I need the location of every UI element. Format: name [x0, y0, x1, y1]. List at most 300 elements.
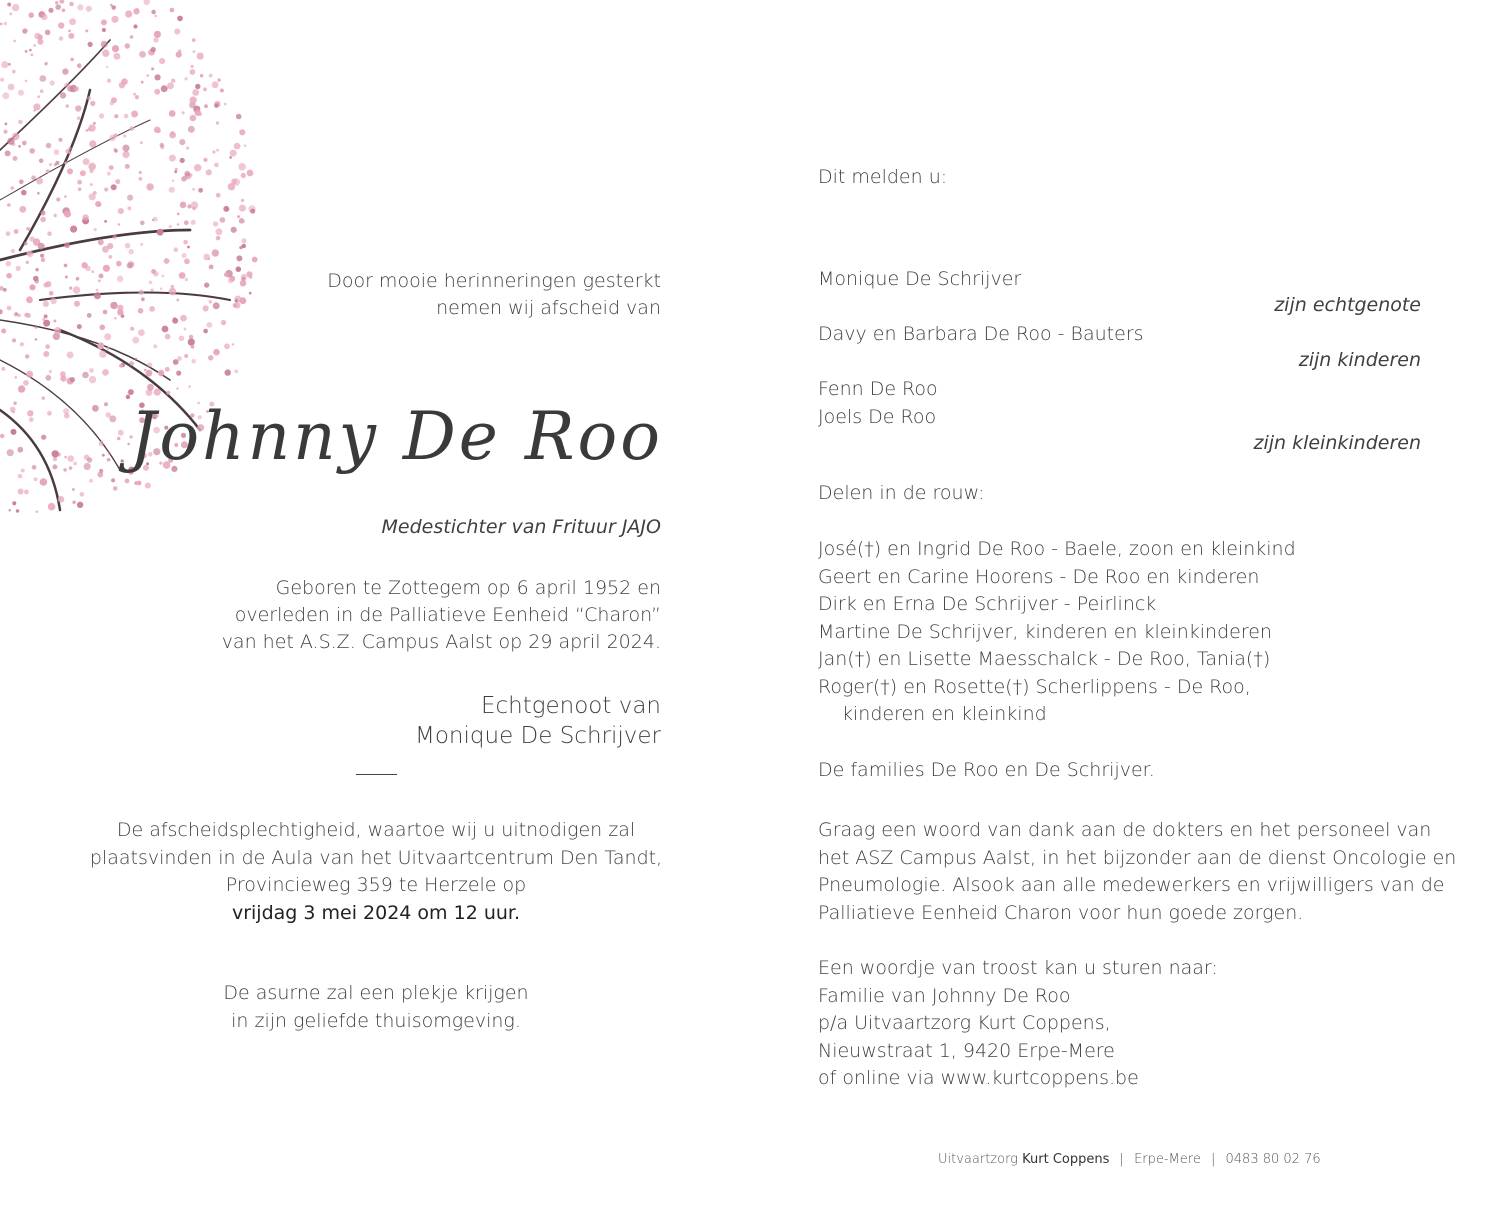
blossom-petal [234, 143, 241, 150]
blossom-petal [11, 429, 17, 435]
blossom-petal [209, 74, 213, 78]
blossom-petal [220, 217, 226, 223]
blossom-petal [234, 302, 240, 308]
blossom-petal [24, 242, 28, 246]
blossom-petal [122, 151, 129, 158]
blossom-petal [182, 111, 185, 114]
blossom-petal [176, 299, 179, 302]
birth-line: overleden in de Palliatieve Eenheid “Charon” [234, 604, 661, 626]
blossom-petal [224, 273, 228, 277]
blossom-petal [114, 114, 118, 118]
blossom-petal [43, 301, 49, 307]
blossom-petal [179, 336, 184, 341]
blossom-petal [104, 220, 107, 223]
mourner-line: Dirk en Erna De Schrijver - Peirlinck [818, 593, 1157, 615]
condolence-line: p/a Uitvaartzorg Kurt Coppens, [818, 1012, 1111, 1034]
blossom-petal [153, 37, 158, 42]
blossom-petal [46, 169, 50, 173]
funeral-home-footer [938, 1152, 1321, 1167]
blossom-petal [115, 179, 120, 184]
blossom-petal [247, 170, 254, 177]
blossom-petal [119, 364, 123, 368]
blossom-petal [76, 277, 80, 281]
thanks-line: Pneumologie. Alsook aan alle medewerkers en vrijwilligers van de [818, 874, 1445, 896]
blossom-petal [90, 101, 95, 106]
blossom-petal [55, 4, 61, 10]
blossom-petal [214, 103, 219, 108]
blossom-petal [104, 187, 108, 191]
blossom-petal [25, 80, 28, 83]
blossom-petal [8, 84, 15, 91]
blossom-petal [48, 8, 53, 13]
blossom-petal [224, 343, 230, 349]
blossom-petal [135, 358, 137, 360]
blossom-petal [54, 327, 61, 334]
blossom-petal [100, 325, 106, 331]
blossom-petal [96, 289, 99, 292]
blossom-petal [41, 14, 48, 21]
blossom-petal [85, 266, 90, 271]
blossom-petal [3, 288, 7, 292]
blossom-petal [40, 478, 48, 486]
blossom-petal [54, 214, 57, 217]
spouse-name: Monique De Schrijver [415, 723, 661, 749]
blossom-petal [18, 385, 25, 392]
blossom-petal [40, 254, 44, 258]
blossom-petal [190, 69, 196, 75]
blossom-petal [177, 213, 180, 216]
mourn-heading: Delen in de rouw: [818, 482, 985, 504]
footer-town: Erpe-Mere [1134, 1152, 1201, 1167]
mourner-line: Martine De Schrijver, kinderen en kleinkinderen [818, 620, 1272, 643]
blossom-petal [89, 368, 94, 373]
blossom-petal [161, 85, 168, 92]
blossom-petal [22, 28, 27, 33]
blossom-petal [10, 13, 13, 16]
blossom-petal [117, 276, 123, 282]
blossom-petal [0, 309, 3, 314]
blossom-petal [13, 40, 16, 43]
blossom-petal [38, 243, 45, 250]
blossom-petal [177, 223, 179, 225]
blossom-petal [182, 253, 187, 258]
blossom-petal [28, 12, 34, 18]
grandchild-name: Fenn De Roo [818, 378, 938, 400]
blossom-petal [64, 456, 67, 459]
blossom-petal [228, 278, 234, 284]
blossom-petal [174, 28, 180, 34]
blossom-petal [151, 67, 154, 70]
blossom-petal [191, 220, 196, 225]
blossom-petal [89, 376, 96, 383]
blossom-petal [31, 175, 36, 180]
thanks-text [818, 817, 1456, 927]
blossom-petal [7, 306, 12, 311]
blossom-petal [33, 103, 40, 110]
blossom-petal [170, 8, 175, 13]
blossom-petal [244, 144, 247, 147]
blossom-petal [103, 310, 108, 315]
blossom-petal [18, 90, 24, 96]
blossom-petal [149, 281, 153, 285]
blossom-petal [20, 342, 24, 346]
blossom-petal [140, 243, 143, 246]
blossom-petal [77, 502, 83, 508]
blossom-petal [128, 249, 133, 254]
condolence-line: Familie van Johnny De Roo [818, 984, 1071, 1007]
blossom-petal [3, 130, 7, 134]
blossom-petal [118, 208, 124, 214]
blossom-petal [37, 192, 40, 195]
blossom-petal [4, 22, 7, 25]
blossom-petal [26, 261, 29, 264]
blossom-petal [169, 155, 176, 162]
blossom-petal [157, 129, 161, 133]
blossom-petal [55, 1, 58, 4]
blossom-petal [141, 297, 145, 301]
blossom-petal [232, 343, 235, 346]
blossom-petal [52, 464, 57, 469]
blossom-petal [192, 89, 199, 96]
blossom-petal [30, 54, 33, 57]
blossom-petal [35, 338, 38, 341]
blossom-petal [214, 163, 219, 168]
blossom-petal [84, 463, 91, 470]
blossom-petal [101, 19, 107, 25]
blossom-petal [148, 385, 152, 389]
blossom-petal [125, 10, 132, 17]
blossom-petal [180, 158, 185, 163]
blossom-petal [108, 452, 111, 455]
blossom-petal [69, 152, 72, 155]
blossom-petal [249, 292, 252, 295]
blossom-petal [133, 24, 137, 28]
blossom-petal [111, 478, 115, 482]
blossom-petal [58, 138, 62, 142]
blossom-petal [114, 149, 118, 153]
blossom-petal [209, 265, 214, 270]
blossom-petal [165, 367, 170, 372]
blossom-petal [67, 455, 74, 462]
blossom-petal [192, 38, 196, 42]
blossom-petal [48, 503, 56, 511]
blossom-petal [250, 209, 255, 214]
blossom-petal [49, 291, 54, 296]
blossom-petal [187, 246, 190, 249]
mourner-line: Jan(†) en Lisette Maesschalck - De Roo, Tania(†) [818, 648, 1271, 670]
blossom-petal [249, 275, 252, 278]
blossom-petal [121, 78, 128, 85]
blossom-petal [7, 449, 14, 456]
blossom-petal [140, 141, 143, 144]
blossom-petal [197, 53, 204, 60]
blossom-petal [203, 87, 207, 91]
blossom-petal [141, 81, 144, 84]
blossom-petal [118, 223, 121, 226]
blossom-petal [64, 161, 67, 164]
blossom-petal [191, 65, 194, 68]
blossom-petal [169, 225, 172, 228]
wife-relation: zijn echtgenote [1274, 294, 1421, 316]
blossom-petal [124, 114, 129, 119]
blossom-petal [114, 317, 117, 320]
blossom-petal [138, 177, 142, 181]
blossom-petal [53, 457, 57, 461]
blossom-petal [164, 258, 170, 264]
blossom-petal [50, 298, 57, 305]
blossom-petal [29, 284, 35, 290]
blossom-petal [34, 33, 41, 40]
blossom-petal [147, 362, 152, 367]
blossom-petal [22, 141, 27, 146]
blossom-petal [10, 186, 14, 190]
blossom-petal [34, 279, 39, 284]
blossom-petal [169, 110, 176, 117]
spouse-text [415, 691, 661, 751]
blossom-petal [102, 246, 109, 253]
announce-heading: Dit melden u: [818, 166, 948, 188]
blossom-petal [0, 23, 3, 26]
blossom-petal [17, 314, 20, 317]
blossom-petal [106, 66, 108, 68]
blossom-petal [77, 63, 82, 68]
blossom-petal [111, 16, 118, 23]
blossom-petal [221, 320, 226, 325]
blossom-petal [107, 172, 111, 176]
blossom-petal [155, 74, 161, 80]
blossom-petal [154, 15, 157, 18]
blossom-petal [184, 171, 190, 177]
blossom-petal [37, 95, 40, 98]
blossom-petal [47, 231, 52, 236]
blossom-petal [72, 500, 76, 504]
blossom-petal [204, 282, 209, 287]
blossom-petal [172, 318, 178, 324]
condolence-line: Een woordje van troost kan u sturen naar: [818, 957, 1218, 979]
blossom-petal [72, 488, 75, 491]
blossom-petal [35, 268, 38, 271]
thanks-line: Graag een woord van dank aan de dokters en het personeel van [818, 819, 1432, 841]
blossom-petal [236, 255, 242, 261]
blossom-petal [45, 30, 51, 36]
blossom-petal [188, 126, 195, 133]
blossom-petal [33, 44, 36, 47]
blossom-petal [29, 236, 34, 241]
blossom-petal [133, 93, 136, 96]
spouse-line: Echtgenoot van [480, 693, 661, 719]
mourners-list [818, 536, 1296, 729]
blossom-petal [149, 306, 155, 312]
condolence-website: of online via www.kurtcoppens.be [818, 1067, 1139, 1089]
blossom-petal [36, 178, 43, 185]
blossom-petal [64, 264, 68, 268]
blossom-petal [160, 143, 164, 147]
blossom-petal [180, 315, 187, 322]
blossom-petal [89, 140, 96, 147]
blossom-petal [2, 92, 9, 99]
blossom-petal [7, 138, 14, 145]
blossom-petal [88, 42, 93, 47]
blossom-petal [89, 479, 93, 483]
blossom-petal [44, 62, 47, 65]
blossom-petal [12, 501, 16, 505]
blossom-petal [99, 350, 106, 357]
blossom-petal [176, 371, 181, 376]
blossom-petal [44, 314, 48, 318]
blossom-petal [176, 387, 178, 389]
blossom-petal [90, 183, 93, 186]
blossom-petal [102, 369, 109, 376]
grandchildren-names [818, 376, 938, 431]
blossom-petal [217, 78, 220, 81]
blossom-petal [113, 486, 118, 491]
blossom-petal [97, 342, 104, 349]
blossom-petal [181, 176, 187, 182]
blossom-petal [194, 164, 201, 171]
blossom-petal [112, 45, 119, 52]
blossom-petal [109, 165, 114, 170]
blossom-petal [178, 49, 181, 52]
blossom-petal [12, 4, 19, 11]
blossom-petal [144, 0, 150, 5]
urn-line: in zijn geliefde thuisomgeving. [231, 1009, 521, 1032]
blossom-petal [87, 313, 92, 318]
blossom-petal [13, 156, 18, 161]
blossom-petal [241, 173, 246, 178]
blossom-petal [98, 239, 104, 245]
blossom-petal [29, 417, 34, 422]
blossom-petal [60, 371, 66, 377]
blossom-petal [116, 261, 122, 267]
children-relation: zijn kinderen [1298, 349, 1421, 371]
condolence-text [818, 955, 1218, 1093]
blossom-petal [146, 370, 153, 377]
blossom-petal [131, 111, 138, 118]
blossom-petal [129, 361, 134, 366]
blossom-petal [39, 159, 44, 164]
blossom-petal [125, 243, 131, 249]
blossom-petal [50, 80, 55, 85]
blossom-petal [242, 244, 246, 248]
blossom-petal [130, 35, 134, 39]
deceased-name: Johnny De Roo [129, 398, 663, 475]
intro-line: nemen wij afscheid van [436, 297, 661, 319]
blossom-petal [104, 333, 111, 340]
birth-line: Geboren te Zottegem op 6 april 1952 en [275, 577, 661, 599]
blossom-petal [26, 371, 33, 378]
blossom-petal [159, 58, 165, 64]
blossom-petal [77, 180, 82, 185]
blossom-petal [58, 22, 64, 28]
blossom-petal [203, 305, 209, 311]
blossom-petal [125, 43, 130, 48]
wife-name: Monique De Schrijver [818, 268, 1022, 290]
blossom-petal [184, 220, 189, 225]
blossom-petal [1, 367, 5, 371]
blossom-petal [98, 279, 101, 282]
blossom-petal [146, 183, 153, 190]
blossom-petal [171, 285, 174, 288]
thanks-line: het ASZ Campus Aalst, in het bijzonder aan de dienst Oncologie en [818, 846, 1457, 869]
blossom-petal [89, 193, 96, 200]
blossom-petal [21, 190, 27, 196]
blossom-petal [43, 283, 48, 288]
blossom-petal [68, 30, 71, 33]
blossom-petal [66, 104, 69, 107]
blossom-petal [157, 229, 164, 236]
blossom-petal [208, 258, 210, 260]
tagline: Medestichter van Frituur JAJO [381, 516, 661, 538]
blossom-petal [85, 29, 88, 32]
blossom-petal [53, 320, 56, 323]
blossom-petal [139, 171, 142, 174]
blossom-petal [212, 81, 219, 88]
blossom-petal [188, 385, 191, 388]
blossom-petal [94, 228, 97, 231]
blossom-petal [0, 434, 4, 438]
blossom-petal [6, 273, 12, 279]
blossom-petal [190, 115, 197, 122]
blossom-petal [234, 370, 238, 374]
blossom-petal [14, 376, 17, 379]
blossom-petal [179, 139, 185, 145]
blossom-petal [64, 195, 67, 198]
blossom-petal [69, 287, 72, 290]
blossom-petal [69, 466, 73, 470]
blossom-petal [243, 220, 246, 223]
blossom-petal [117, 305, 123, 311]
blossom-petal [74, 301, 80, 307]
blossom-petal [154, 31, 161, 38]
blossom-petal [24, 490, 29, 495]
blossom-petal [158, 370, 164, 376]
blossom-petal [130, 327, 134, 331]
blossom-petal [62, 9, 66, 13]
blossom-petal [107, 458, 111, 462]
blossom-petal [240, 280, 246, 286]
blossom-petal [153, 271, 158, 276]
blossom-petal [77, 324, 82, 329]
blossom-petal [172, 179, 174, 181]
blossom-petal [41, 258, 45, 262]
birth-death-text [222, 575, 661, 656]
blossom-petal [78, 187, 82, 191]
footer-prefix: Uitvaartzorg [938, 1152, 1018, 1167]
blossom-petal [46, 143, 52, 149]
blossom-petal [204, 104, 208, 108]
blossom-petal [77, 4, 83, 10]
blossom-petal [216, 193, 221, 198]
blossom-petal [113, 53, 120, 60]
condolence-line: Nieuwstraat 1, 9420 Erpe-Mere [818, 1039, 1115, 1062]
blossom-petal [74, 87, 79, 92]
blossom-petal [34, 326, 37, 329]
blossom-petal [27, 410, 33, 416]
blossom-petal [54, 149, 60, 155]
blossom-petal [144, 369, 147, 372]
blossom-petal [138, 329, 145, 336]
blossom-petal [70, 226, 77, 233]
blossom-petal [91, 270, 94, 273]
blossom-petal [87, 96, 91, 100]
blossom-petal [7, 3, 11, 7]
blossom-petal [135, 95, 139, 99]
ceremony-date: vrijdag 3 mei 2024 om 12 uur. [231, 901, 521, 924]
blossom-petal [99, 113, 104, 118]
blossom-petal [117, 437, 121, 441]
blossom-petal [239, 205, 246, 212]
blossom-petal [101, 41, 108, 48]
